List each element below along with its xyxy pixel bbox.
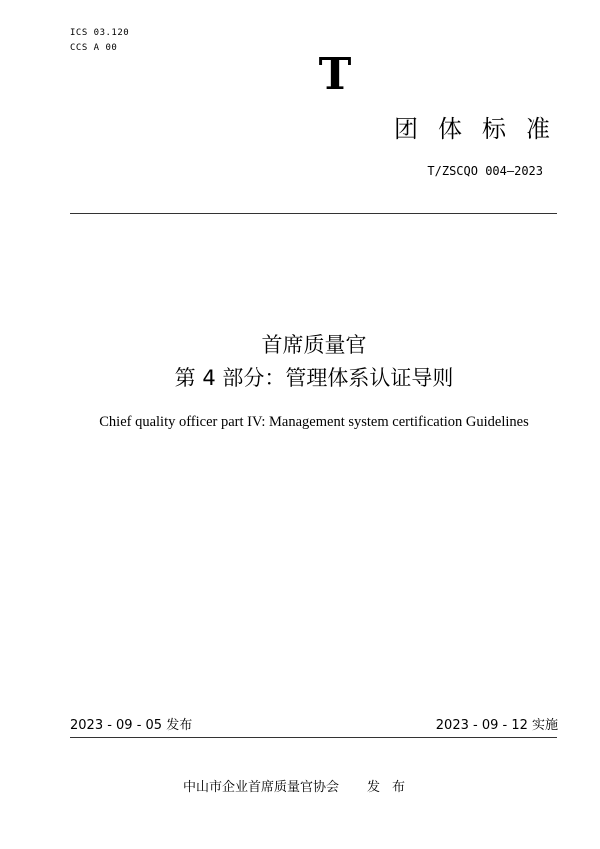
english-title: Chief quality officer part IV: Management system certification Guidelines — [99, 414, 529, 430]
standard-logo-letter: T — [318, 49, 352, 100]
document-subtitle: 第 4 部分：管理体系认证导则 — [174, 366, 454, 390]
implement-date: 2023 - 09 - 12 实施 — [435, 718, 558, 733]
standard-type: 团体标准 — [394, 115, 570, 143]
publisher-issue-label: 发布 — [367, 780, 418, 795]
publish-date: 2023 - 09 - 05 发布 — [70, 718, 193, 733]
publisher-line — [0, 776, 600, 795]
standard-code: T/ZSCQO 004—2023 — [427, 164, 543, 178]
document-title: 首席质量官 — [261, 333, 367, 357]
bottom-divider — [70, 737, 557, 738]
ics-code: ICS 03.120 — [70, 28, 130, 38]
top-divider — [70, 213, 557, 214]
ccs-code: CCS A 00 — [70, 43, 118, 53]
publisher-name: 中山市企业首席质量官协会 — [182, 780, 339, 795]
